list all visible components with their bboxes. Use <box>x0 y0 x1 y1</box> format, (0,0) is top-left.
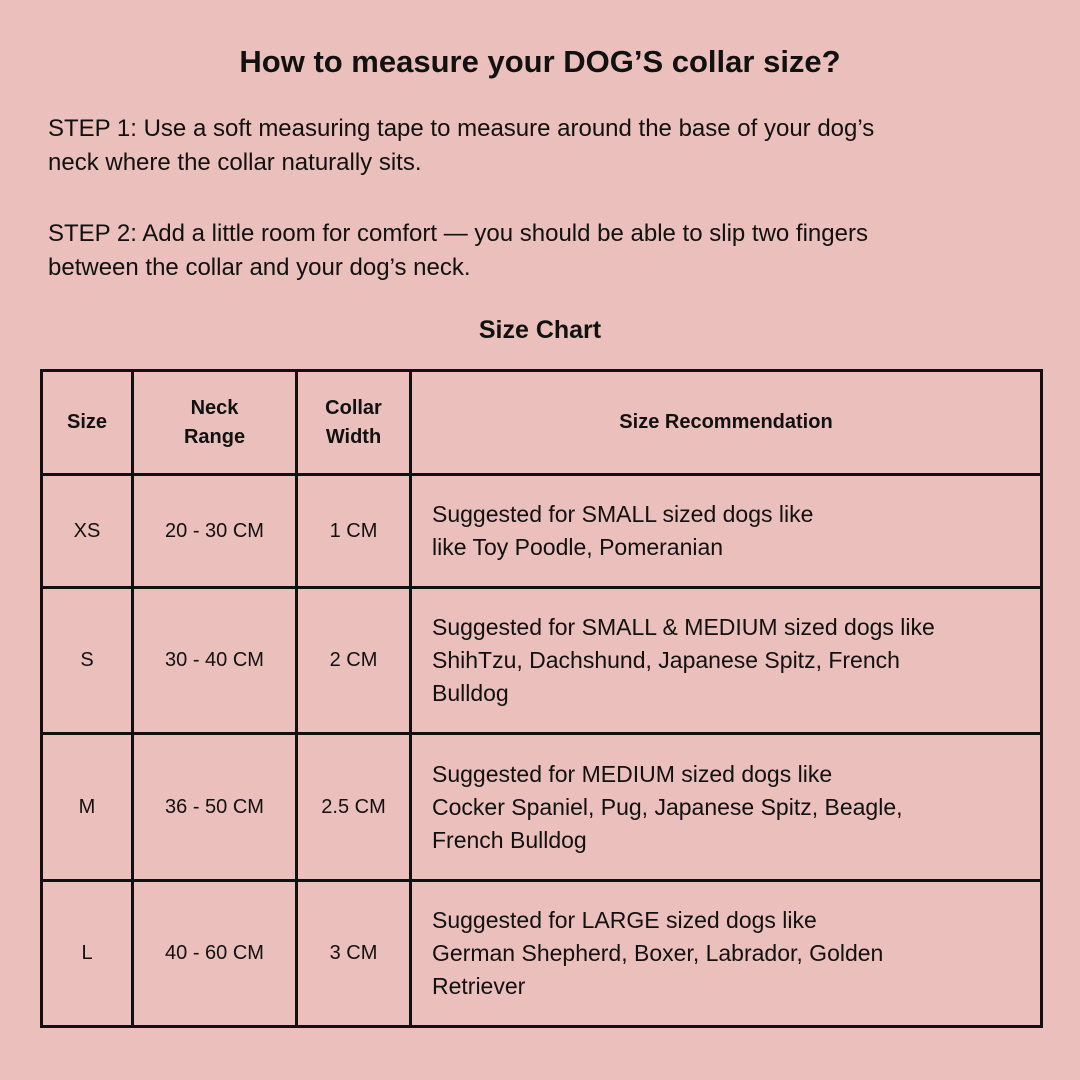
step-2-line-2: between the collar and your dog’s neck. <box>48 254 471 281</box>
header-size: Size <box>42 371 133 475</box>
header-size-recommendation: Size Recommendation <box>411 371 1042 475</box>
cell-size: S <box>42 588 133 734</box>
header-neck-range-line-1: Neck <box>190 396 239 419</box>
step-1-text <box>48 112 1038 180</box>
step-1-line-2: neck where the collar naturally sits. <box>48 149 422 176</box>
cell-size: XS <box>42 475 133 588</box>
recommendation-line: Suggested for LARGE sized dogs like <box>432 906 817 933</box>
cell-recommendation <box>411 734 1042 880</box>
recommendation-line: French Bulldog <box>432 826 587 853</box>
cell-recommendation <box>411 588 1042 734</box>
recommendation-line: like Toy Poodle, Pomeranian <box>432 534 724 561</box>
recommendation-line: Cocker Spaniel, Pug, Japanese Spitz, Beagle, <box>432 793 903 820</box>
step-2-text <box>48 217 1038 285</box>
page-title: How to measure your DOG’S collar size? <box>239 44 841 79</box>
cell-neck-range: 40 - 60 CM <box>133 880 297 1026</box>
step-2-line-1: STEP 2: Add a little room for comfort — you should be able to slip two fingers <box>48 220 868 247</box>
recommendation-line: German Shepherd, Boxer, Labrador, Golden <box>432 939 884 966</box>
header-collar-width <box>297 371 411 475</box>
header-neck-range <box>133 371 297 475</box>
recommendation-line: Suggested for SMALL & MEDIUM sized dogs like <box>432 614 935 641</box>
header-collar-width-line-2: Width <box>325 425 382 448</box>
recommendation-line: Suggested for MEDIUM sized dogs like <box>432 760 833 787</box>
header-neck-range-line-2: Range <box>183 425 246 448</box>
cell-neck-range: 30 - 40 CM <box>133 588 297 734</box>
cell-collar-width: 2 CM <box>297 588 411 734</box>
step-1-line-1: STEP 1: Use a soft measuring tape to measure around the base of your dog’s <box>48 115 875 142</box>
cell-recommendation <box>411 880 1042 1026</box>
cell-collar-width: 2.5 CM <box>297 734 411 880</box>
table-row-l <box>42 880 1042 1026</box>
table-row-xs <box>42 475 1042 588</box>
cell-collar-width: 1 CM <box>297 475 411 588</box>
recommendation-line: Retriever <box>432 972 526 999</box>
recommendation-line: Bulldog <box>432 680 509 707</box>
table-header-row <box>42 371 1042 475</box>
table-row-m <box>42 734 1042 880</box>
recommendation-line: ShihTzu, Dachshund, Japanese Spitz, French <box>432 647 900 674</box>
recommendation-line: Suggested for SMALL sized dogs like <box>432 501 814 528</box>
size-chart-title: Size Chart <box>478 316 602 344</box>
table-row-s <box>42 588 1042 734</box>
cell-collar-width: 3 CM <box>297 880 411 1026</box>
cell-size: L <box>42 880 133 1026</box>
header-collar-width-line-1: Collar <box>325 396 382 419</box>
size-chart-table <box>40 369 1043 1028</box>
cell-neck-range: 36 - 50 CM <box>133 734 297 880</box>
cell-recommendation <box>411 475 1042 588</box>
cell-neck-range: 20 - 30 CM <box>133 475 297 588</box>
cell-size: M <box>42 734 133 880</box>
